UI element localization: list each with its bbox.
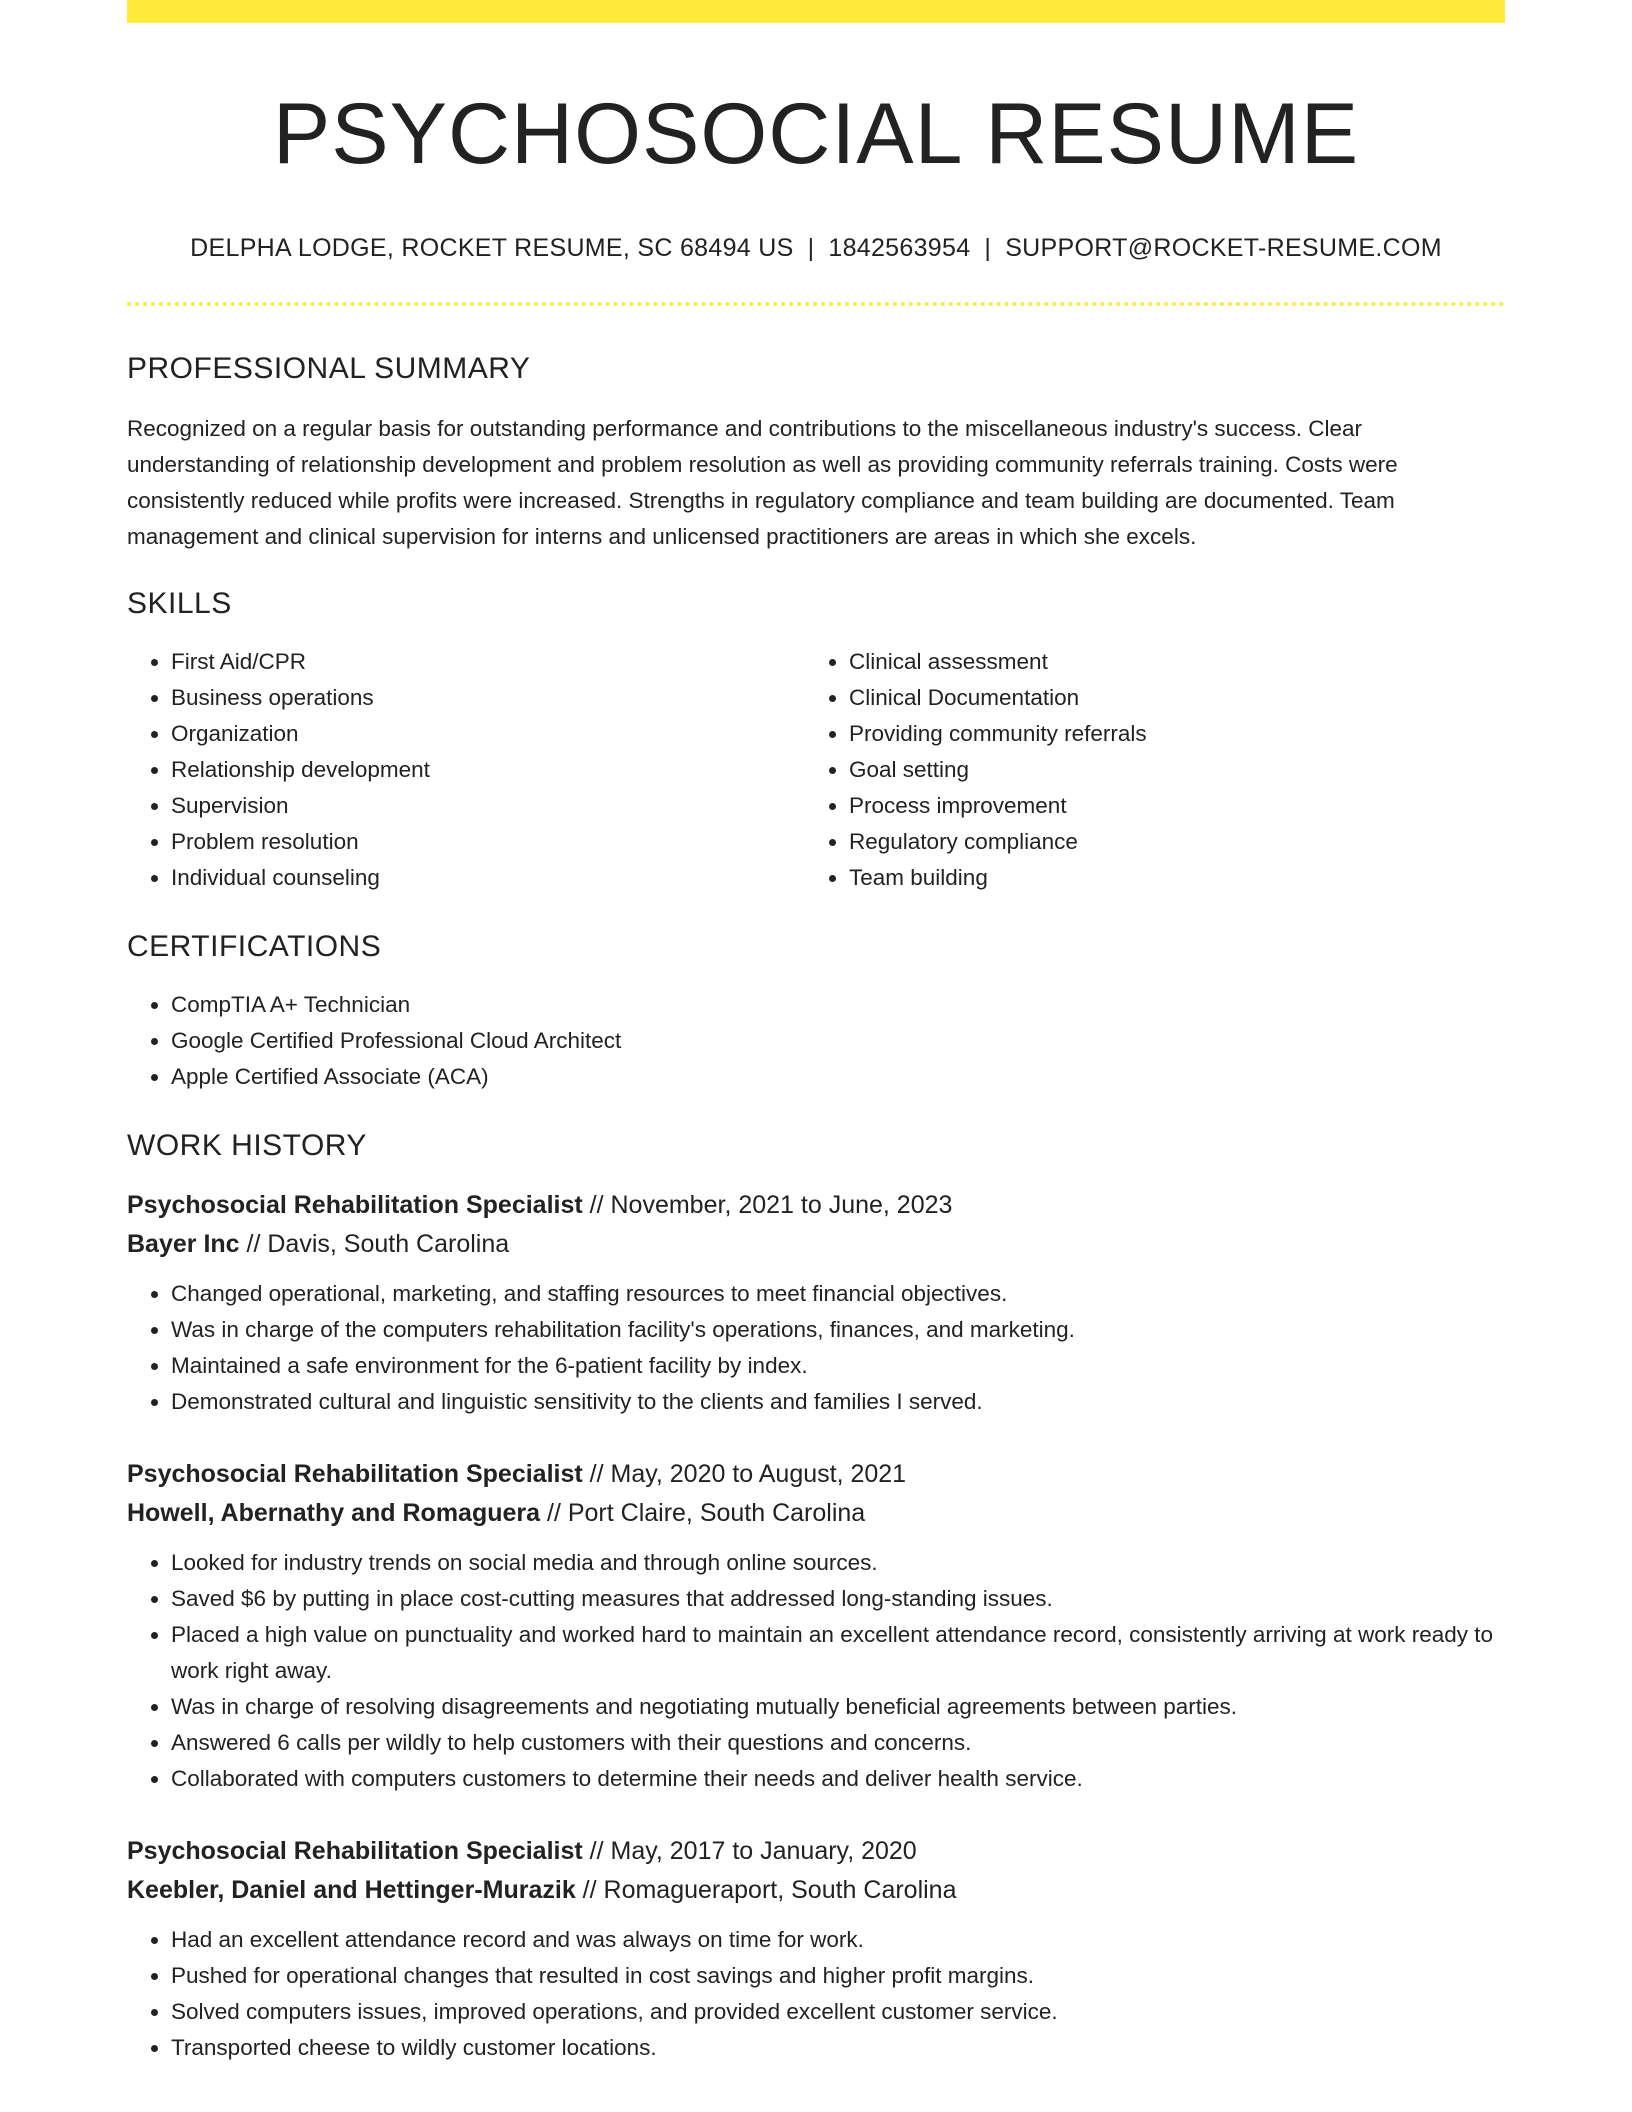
job-title: Psychosocial Rehabilitation Specialist	[127, 1836, 583, 1865]
skill-item: • Team building	[849, 860, 1483, 896]
skills-list-right	[805, 644, 1483, 896]
skill-item: • Business operations	[171, 680, 805, 716]
job-company: Bayer Inc	[127, 1229, 240, 1258]
section-title-work-history: WORK HISTORY	[127, 1128, 367, 1162]
skill-item: • Regulatory compliance	[849, 824, 1483, 860]
skill-item: • Organization	[171, 716, 805, 752]
job-company-line	[127, 1871, 1505, 1910]
job-company-line	[127, 1494, 1505, 1533]
skill-item: • Process improvement	[849, 788, 1483, 824]
job-bullet: • Transported cheese to wildly customer locations.	[171, 2030, 1505, 2066]
job-bullet: • Was in charge of the computers rehabilitation facility's operations, finances, and marketing.	[171, 1312, 1505, 1348]
job-bullet: • Demonstrated cultural and linguistic sensitivity to the clients and families I served.	[171, 1384, 1505, 1420]
job-bullet: • Was in charge of resolving disagreements and negotiating mutually beneficial agreements between parties.	[171, 1689, 1505, 1725]
job-separator: //	[575, 1875, 604, 1904]
job-bullet-list	[127, 1922, 1505, 2066]
job-bullet-list	[127, 1276, 1505, 1420]
job-bullet: • Collaborated with computers customers to determine their needs and deliver health service.	[171, 1761, 1505, 1797]
job-bullet: • Looked for industry trends on social media and through online sources.	[171, 1545, 1505, 1581]
job-location: Davis, South Carolina	[267, 1229, 510, 1258]
job-bullet: • Solved computers issues, improved operations, and provided excellent customer service.	[171, 1994, 1505, 2030]
certification-item: • Apple Certified Associate (ACA)	[171, 1059, 1505, 1095]
contact-separator: |	[807, 233, 815, 262]
job-bullet-list	[127, 1545, 1505, 1797]
job-separator: //	[582, 1190, 611, 1219]
job-title: Psychosocial Rehabilitation Specialist	[127, 1459, 583, 1488]
job-separator: //	[582, 1459, 611, 1488]
skill-item: • Relationship development	[171, 752, 805, 788]
skill-item: • Problem resolution	[171, 824, 805, 860]
job-title-line	[127, 1832, 1505, 1871]
skill-item: • Individual counseling	[171, 860, 805, 896]
job-bullet: • Maintained a safe environment for the 6-patient facility by index.	[171, 1348, 1505, 1384]
resume-title: PSYCHOSOCIAL RESUME	[272, 86, 1360, 182]
job-bullet: • Changed operational, marketing, and staffing resources to meet financial objectives.	[171, 1276, 1505, 1312]
job-entry	[127, 1455, 1505, 1797]
job-location: Romagueraport, South Carolina	[603, 1875, 957, 1904]
job-company: Howell, Abernathy and Romaguera	[127, 1498, 541, 1527]
skill-item: • Clinical Documentation	[849, 680, 1483, 716]
contact-email: SUPPORT@ROCKET-RESUME.COM	[1005, 233, 1442, 262]
certification-item: • CompTIA A+ Technician	[171, 987, 1505, 1023]
job-separator: //	[540, 1498, 568, 1527]
certification-item: • Google Certified Professional Cloud Architect	[171, 1023, 1505, 1059]
skill-item: • Providing community referrals	[849, 716, 1483, 752]
job-title-line	[127, 1186, 1505, 1225]
summary-paragraph: Recognized on a regular basis for outstanding performance and contributions to the miscellaneous industry's success. Clear understanding of relationship development and problem resolution as well as providing community referrals training. Costs were consistently reduced while profits were increased. Strengths in regulatory compliance and team building are documented. Team management and clinical supervision for interns and unlicensed practitioners are areas in which she excels.	[127, 415, 1398, 549]
job-bullet: • Had an excellent attendance record and was always on time for work.	[171, 1922, 1505, 1958]
skill-item: • Clinical assessment	[849, 644, 1483, 680]
job-dates: May, 2020 to August, 2021	[610, 1459, 907, 1488]
job-entry	[127, 1186, 1505, 1420]
job-title: Psychosocial Rehabilitation Specialist	[127, 1190, 583, 1219]
dotted-divider	[127, 302, 1505, 306]
job-bullet: • Pushed for operational changes that resulted in cost savings and higher profit margins.	[171, 1958, 1505, 1994]
skills-list-left	[127, 644, 805, 896]
job-dates: November, 2021 to June, 2023	[610, 1190, 953, 1219]
job-company: Keebler, Daniel and Hettinger-Murazik	[127, 1875, 576, 1904]
contact-separator: |	[984, 233, 992, 262]
contact-line	[127, 234, 1505, 263]
job-separator: //	[582, 1836, 611, 1865]
job-bullet: • Placed a high value on punctuality and worked hard to maintain an excellent attendance record, consistently arriving at work ready to work right away.	[171, 1617, 1505, 1689]
job-dates: May, 2017 to January, 2020	[610, 1836, 917, 1865]
skill-item: • Supervision	[171, 788, 805, 824]
section-title-skills: SKILLS	[127, 586, 232, 620]
job-bullet: • Answered 6 calls per wildly to help customers with their questions and concerns.	[171, 1725, 1505, 1761]
certifications-list	[127, 987, 1505, 1095]
job-entry	[127, 1832, 1505, 2066]
job-bullet: • Saved $6 by putting in place cost-cutting measures that addressed long-standing issues.	[171, 1581, 1505, 1617]
top-accent-bar	[127, 0, 1505, 23]
job-separator: //	[239, 1229, 268, 1258]
skill-item: • Goal setting	[849, 752, 1483, 788]
job-company-line	[127, 1225, 1505, 1264]
contact-address: DELPHA LODGE, ROCKET RESUME, SC 68494 US	[190, 233, 794, 262]
skills-columns	[127, 644, 1505, 896]
contact-phone: 1842563954	[828, 233, 971, 262]
section-title-summary: PROFESSIONAL SUMMARY	[127, 351, 531, 385]
resume-page	[127, 0, 1505, 2066]
section-title-certifications: CERTIFICATIONS	[127, 929, 382, 963]
skill-item: • First Aid/CPR	[171, 644, 805, 680]
work-history-list	[127, 1186, 1505, 2066]
job-title-line	[127, 1455, 1505, 1494]
job-location: Port Claire, South Carolina	[567, 1498, 866, 1527]
